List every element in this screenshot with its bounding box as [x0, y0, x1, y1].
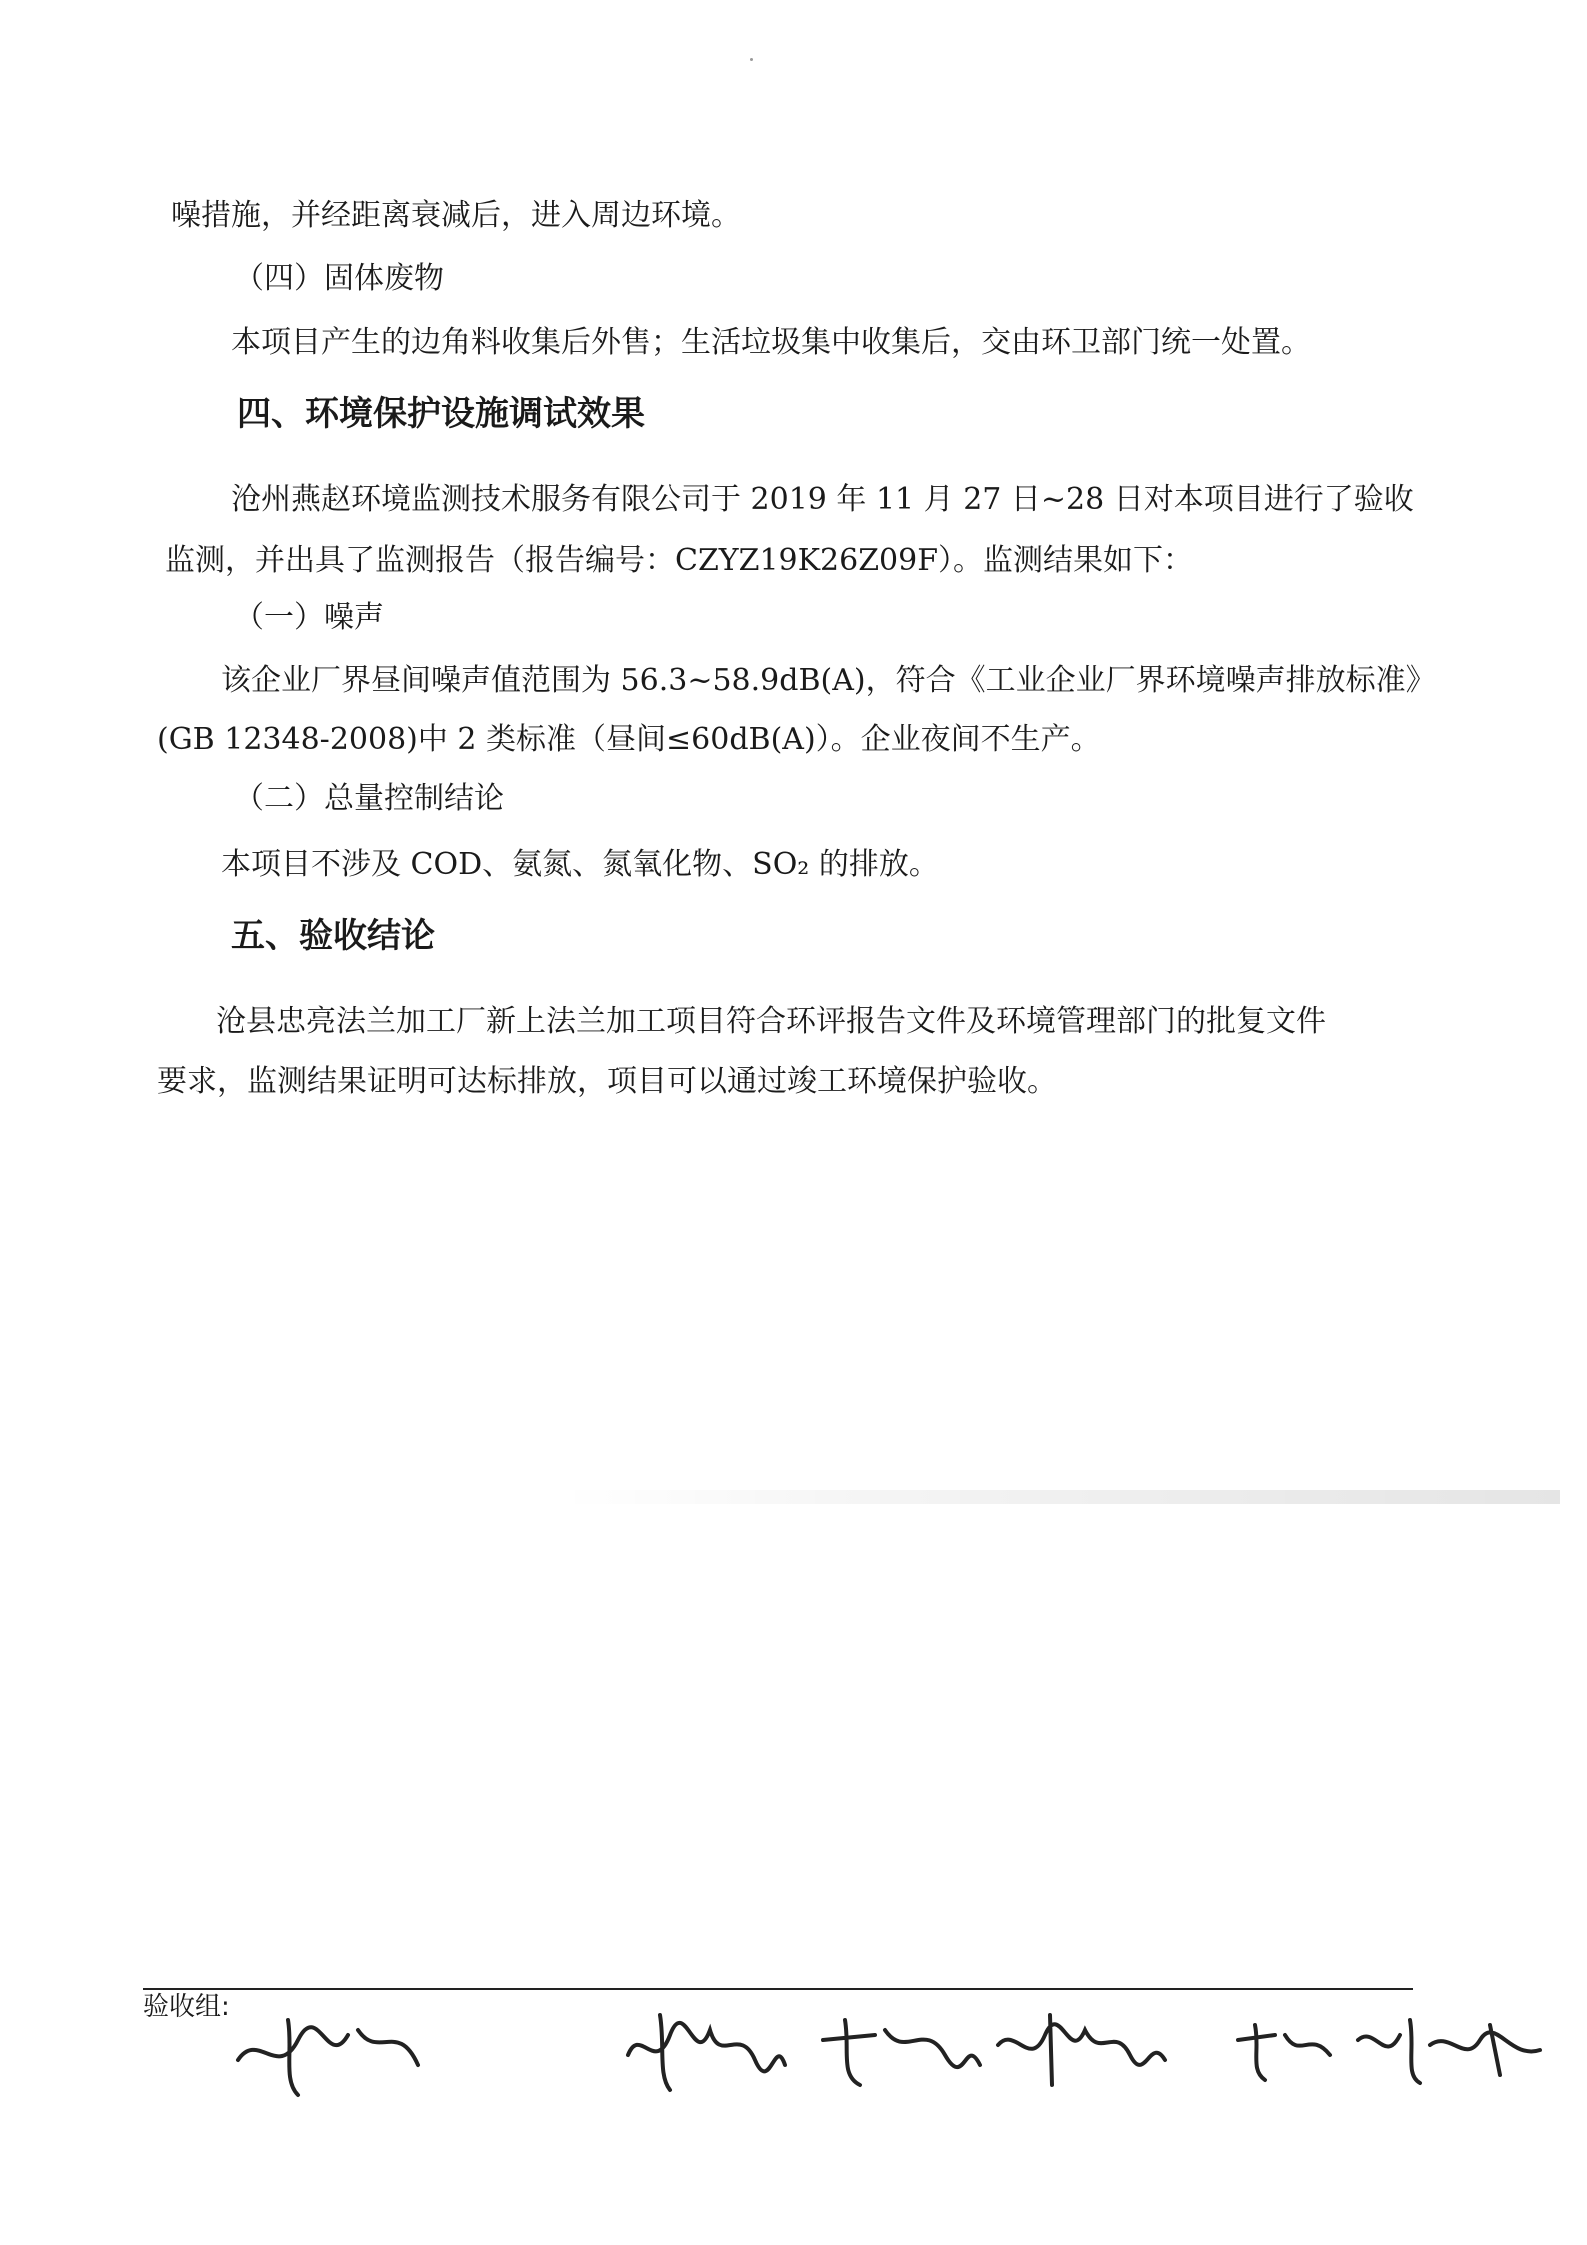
paragraph-line: (GB 12348-2008)中 2 类标准（昼间≤60dB(A)）。企业夜间不生产。: [157, 722, 1101, 757]
handwritten-signature: [1350, 2005, 1550, 2090]
paragraph-line: 沧县忠亮法兰加工厂新上法兰加工项目符合环评报告文件及环境管理部门的批复文件: [216, 1004, 1326, 1039]
subsection-heading-total-control: （二）总量控制结论: [234, 781, 504, 816]
section-heading-5: 五、验收结论: [231, 916, 435, 956]
scan-streak: [560, 1490, 1560, 1504]
signature-label: 验收组:: [143, 1992, 230, 2022]
subsection-heading-solid-waste: （四）固体废物: [234, 261, 444, 296]
handwritten-signature: [228, 2000, 428, 2100]
paragraph-line: 监测，并出具了监测报告（报告编号：CZYZ19K26Z09F）。监测结果如下：: [165, 543, 1194, 578]
paragraph-line: 沧州燕赵环境监测技术服务有限公司于 2019 年 11 月 27 日~28 日对本项目进行了验收: [231, 482, 1414, 517]
signature-rule: [143, 1988, 1413, 1990]
scan-speck: [750, 58, 753, 61]
subsection-heading-noise: （一）噪声: [234, 600, 384, 635]
handwritten-signature: [990, 2005, 1170, 2095]
handwritten-signature: [620, 2005, 790, 2095]
paragraph-line: 要求，监测结果证明可达标排放，项目可以通过竣工环境保护验收。: [157, 1064, 1057, 1099]
handwritten-signature: [815, 2005, 985, 2095]
paragraph-line: 噪措施，并经距离衰减后，进入周边环境。: [171, 198, 741, 233]
handwritten-signature: [1230, 2010, 1340, 2090]
paragraph-line: 本项目产生的边角料收集后外售；生活垃圾集中收集后，交由环卫部门统一处置。: [231, 325, 1311, 360]
paragraph-line: 本项目不涉及 COD、氨氮、氮氧化物、SO₂ 的排放。: [221, 847, 939, 882]
section-heading-4: 四、环境保护设施调试效果: [237, 394, 645, 434]
paragraph-line: 该企业厂界昼间噪声值范围为 56.3~58.9dB(A)，符合《工业企业厂界环境噪声排放标准》: [221, 663, 1436, 698]
